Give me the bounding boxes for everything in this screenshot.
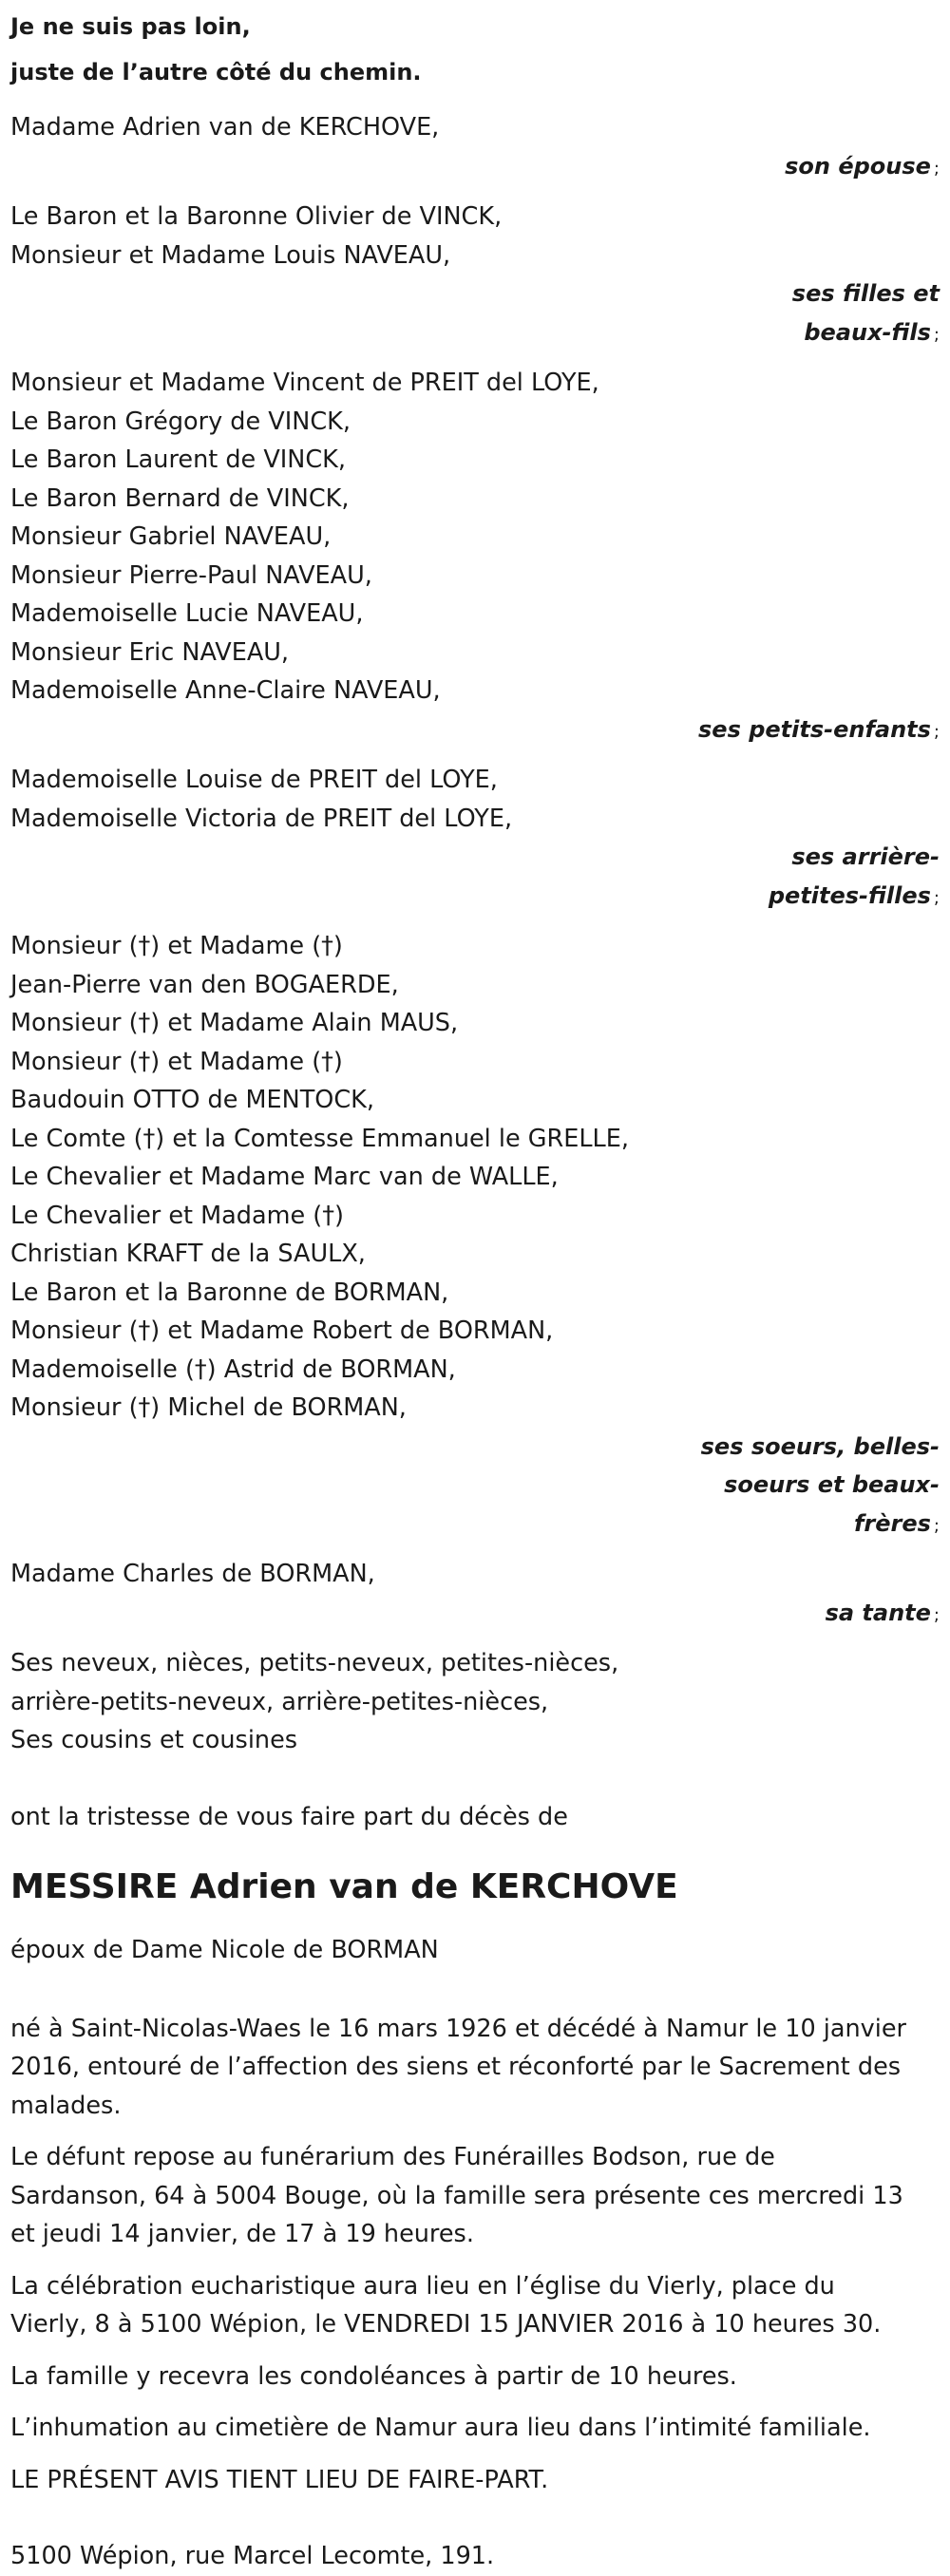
relation-text: petites-filles [768, 881, 931, 909]
family-name-line: Monsieur (†) et Madame (†) [10, 1047, 343, 1076]
relation-line [10, 710, 940, 752]
relation-text: ses filles et [791, 280, 940, 307]
relation-text: beaux-fils [804, 318, 931, 346]
obituary-notice [10, 0, 940, 2576]
relation-text: ses petits-enfants [698, 715, 931, 743]
family-names [10, 198, 940, 275]
details-line: La célébration eucharistique aura lieu en l’église du Vierly, place du [10, 2271, 835, 2301]
details-paragraph [10, 2461, 940, 2500]
relation-text: son épouse [785, 152, 931, 180]
family-group-great-granddaughters [10, 761, 940, 918]
details-paragraph [10, 2267, 940, 2344]
other-relatives-line: arrière-petits-neveux, arrière-petites-nièces, [10, 1687, 549, 1716]
relation-line [10, 275, 940, 313]
details-section [10, 2010, 940, 2500]
relation-line [10, 147, 940, 189]
family-names [10, 364, 940, 710]
semicolon: ; [933, 1515, 940, 1536]
relation-line [10, 838, 940, 877]
family-name-line: Le Comte (†) et la Comtesse Emmanuel le GRELLE, [10, 1124, 629, 1153]
family-name-line: Le Baron Grégory de VINCK, [10, 407, 351, 436]
address-text: 5100 Wépion, rue Marcel Lecomte, 191. [10, 2542, 495, 2570]
relation-label [10, 147, 940, 189]
family-name-line: Monsieur (†) et Madame (†) [10, 932, 343, 960]
family-name-line: Madame Charles de BORMAN, [10, 1560, 375, 1588]
family-name-line: Le Baron et la Baronne Olivier de VINCK, [10, 202, 503, 231]
semicolon: ; [933, 1604, 940, 1625]
family-group-grandchildren [10, 364, 940, 751]
family-names [10, 1555, 940, 1594]
family-name-line: Christian KRAFT de la SAULX, [10, 1240, 366, 1268]
family-name-line: Le Baron et la Baronne de BORMAN, [10, 1278, 449, 1307]
family-group-spouse [10, 108, 940, 188]
other-relatives [10, 1644, 940, 1760]
family-name-line: Madame Adrien van de KERCHOVE, [10, 113, 440, 142]
family-name-line: Le Chevalier et Madame Marc van de WALLE, [10, 1163, 559, 1191]
details-line: Le défunt repose au funérarium des Funérailles Bodson, rue de [10, 2143, 775, 2171]
details-line: et jeudi 14 janvier, de 17 à 19 heures. [10, 2220, 474, 2248]
family-names [10, 761, 940, 838]
family-names [10, 927, 940, 1428]
family-group-aunt [10, 1555, 940, 1635]
details-paragraph [10, 2409, 940, 2448]
family-name-line: Monsieur Pierre-Paul NAVEAU, [10, 560, 372, 590]
relation-line [10, 877, 940, 919]
relation-line [10, 1466, 940, 1505]
family-name-line: Mademoiselle (†) Astrid de BORMAN, [10, 1354, 456, 1384]
other-relatives-line: Ses neveux, nièces, petits-neveux, petites-nièces, [10, 1649, 619, 1677]
family-name-line: Jean-Pierre van den BOGAERDE, [10, 970, 399, 999]
details-line: Vierly, 8 à 5100 Wépion, le VENDREDI 15 JANVIER 2016 à 10 heures 30. [10, 2310, 882, 2339]
family-name-line: Mademoiselle Louise de PREIT del LOYE, [10, 766, 498, 794]
family-name-line: Mademoiselle Lucie NAVEAU, [10, 599, 364, 628]
details-line: né à Saint-Nicolas-Waes le 16 mars 1926 et décédé à Namur le 10 janvier [10, 2014, 906, 2043]
deceased-name: MESSIRE Adrien van de KERCHOVE [10, 1867, 678, 1906]
semicolon: ; [933, 721, 940, 742]
family-group-siblings [10, 927, 940, 1545]
family-name-line: Monsieur Eric NAVEAU, [10, 637, 290, 667]
announcement-text: ont la tristesse de vous faire part du décès de [10, 1802, 568, 1831]
details-paragraph [10, 2358, 940, 2396]
relation-label [10, 838, 940, 918]
details-line: La famille y recevra les condoléances à partir de 10 heures. [10, 2361, 737, 2391]
relation-text: frères [853, 1509, 931, 1537]
relation-label [10, 710, 940, 752]
details-line: Sardanson, 64 à 5004 Bouge, où la famille sera présente ces mercredi 13 [10, 2181, 903, 2210]
semicolon: ; [933, 324, 940, 345]
family-names [10, 108, 940, 147]
family-name-line: Le Chevalier et Madame (†) [10, 1201, 344, 1230]
family-name-line: Le Baron Bernard de VINCK, [10, 483, 350, 513]
details-line: L’inhumation au cimetière de Namur aura lieu dans l’intimité familiale. [10, 2414, 871, 2442]
details-line: LE PRÉSENT AVIS TIENT LIEU DE FAIRE-PART. [10, 2465, 549, 2494]
family-name-line: Mademoiselle Anne-Claire NAVEAU, [10, 676, 441, 705]
semicolon: ; [933, 887, 940, 908]
family-name-line: Monsieur (†) Michel de BORMAN, [10, 1393, 407, 1422]
spouse-of-text: époux de Dame Nicole de BORMAN [10, 1936, 439, 1964]
family-name-line: Monsieur et Madame Louis NAVEAU, [10, 240, 451, 270]
family-name-line: Le Baron Laurent de VINCK, [10, 445, 346, 474]
details-paragraph [10, 2138, 940, 2254]
motto-line: Je ne suis pas loin, [10, 13, 251, 40]
relation-line [10, 313, 940, 355]
relation-label [10, 1594, 940, 1636]
details-line: 2016, entouré de l’affection des siens et réconforté par le Sacrement des [10, 2053, 902, 2081]
family-name-line: Monsieur et Madame Vincent de PREIT del LOYE, [10, 369, 599, 397]
other-relatives-line: Ses cousins et cousines [10, 1726, 298, 1754]
motto-line: juste de l’autre côté du chemin. [10, 59, 422, 85]
semicolon: ; [933, 158, 940, 179]
family-group-daughters [10, 198, 940, 354]
family-name-line: Monsieur (†) et Madame Alain MAUS, [10, 1009, 459, 1037]
relation-line [10, 1594, 940, 1636]
family-name-line: Monsieur (†) et Madame Robert de BORMAN, [10, 1316, 554, 1345]
relation-text: ses soeurs, belles- [700, 1432, 940, 1460]
relation-text: soeurs et beaux- [724, 1471, 940, 1498]
details-line: malades. [10, 2091, 122, 2120]
family-name-line: Baudouin OTTO de MENTOCK, [10, 1086, 374, 1114]
details-paragraph [10, 2010, 940, 2126]
family-name-line: Mademoiselle Victoria de PREIT del LOYE, [10, 804, 513, 833]
relation-text: ses arrière- [791, 843, 940, 870]
family-name-line: Monsieur Gabriel NAVEAU, [10, 522, 332, 551]
relation-label [10, 1428, 940, 1546]
relation-line [10, 1505, 940, 1546]
relation-text: sa tante [825, 1599, 931, 1626]
relation-label [10, 275, 940, 354]
relation-line [10, 1428, 940, 1467]
